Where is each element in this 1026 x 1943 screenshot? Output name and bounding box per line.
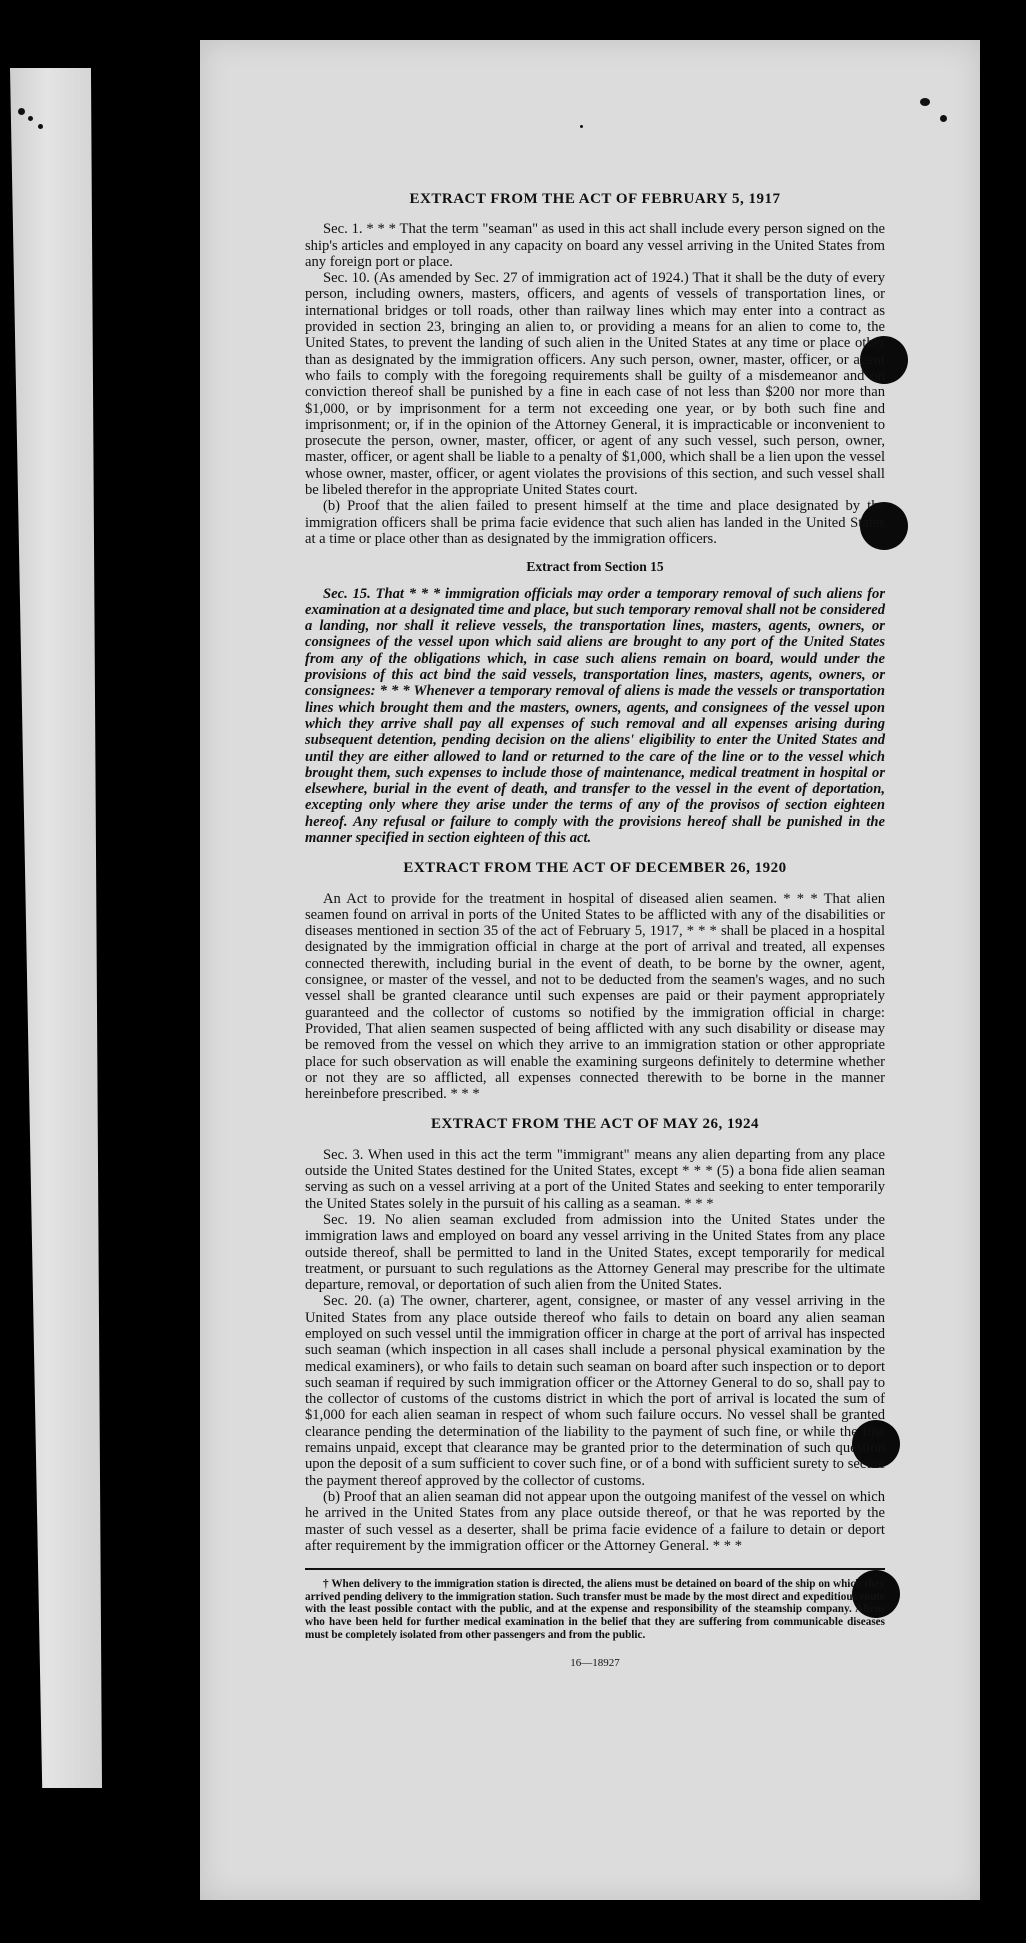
footnote: † When delivery to the immigration station is directed, the aliens must be detained on board of the ship on which they arrived pending delivery to the immigration station. Such transfer must be made by the most direct and expeditious route with the least possible contact with the public, and at the expense and responsibility of the steamship company. Aliens who have been held for further medical examination in the belief that they are suffering from communicable diseases must be completely isolated from other passengers and from the public. — [305, 1578, 885, 1641]
print-code: 16—18927 — [570, 1657, 620, 1670]
strip-mark — [28, 116, 33, 121]
strip-mark — [38, 124, 43, 129]
sec-3-paragraph: Sec. 3. When used in this act the term "immigrant" means any alien departing from any place outside the United States destined for the United States, except * * * (5) a bona fide alien seaman serving as such on a vessel arriving at a port of the United States and seeking to enter temporarily the United States solely in the pursuit of his calling as a seaman. * * * — [305, 1146, 885, 1212]
sec-1-paragraph: Sec. 1. * * * That the term "seaman" as used in this act shall include every person signed on the ship's articles and employed in any capacity on board any vessel arriving in the United States from any foreign port or place. — [305, 221, 885, 270]
act-1920-paragraph: An Act to provide for the treatment in hospital of diseased alien seamen. * * * That alien seamen found on arrival in ports of the United States to be afflicted with any of the disabilities or diseases mentioned in section 35 of the act of February 5, 1917, * * * shall be placed in a hospital designated by the immigration official in charge at the port of arrival and treated, all expenses connected therewith, including burial in the event of death, to be borne by the owner, agent, consignee, or master of the vessel, and not to be deducted from the seamen's wages, and no such vessel shall be granted clearance until such expenses are paid or their payment appropriately guaranteed and the collector of customs so notified by the immigration official in charge: Provided, That alien seamen suspected of being afflicted with any such disability or disease may be removed from the vessel on which they arrive to an immigration station or other appropriate place for such observation as will enable the examining surgeons definitely to determine whether or not they are so afflicted, all expenses connected therewith to be borne in the manner hereinbefore prescribed. * * * — [305, 890, 885, 1103]
sec-20a-paragraph: Sec. 20. (a) The owner, charterer, agent, consignee, or master of any vessel arriving in the United States from any place outside thereof who fails to detain on board any alien seaman employed on such vessel until the immigration officer in charge at the port of arrival has inspected such seaman (which inspection in all cases shall include a personal physical examination by the medical examiners), or who fails to detain such seaman on board after such inspection or to deport such seaman if required by such immigration officer or the Attorney General to do so, shall pay to the collector of customs of the customs district in which the port of arrival is located the sum of $1,000 for each alien seaman in respect of whom such failure occurs. No vessel shall be granted clearance pending the determination of the liability to the payment of such fine, or while the fine remains unpaid, except that clearance may be granted prior to the determination of such question upon the deposit of a sum sufficient to cover such fine, or of a bond with sufficient surety to secure the payment thereof approved by the collector of customs. — [305, 1293, 885, 1489]
sec-15-paragraph: Sec. 15. That * * * immigration officials may order a temporary removal of such aliens for examination at a designated time and place, but such temporary removal shall not be considered a landing, nor shall it relieve vessels, the transportation lines, masters, agents, owners, or consignees of the vessel upon which said aliens are brought to any port of the United States from any of the obligations which, in case such aliens remain on board, would under the provisions of this act bind the said vessels, transportation lines, masters, agents, owners, or consignees: * * * Whenever a temporary removal of aliens is made the vessels or transportation lines which brought them and the masters, owners, agents, and consignees of the vessel upon which they arrive shall pay all expenses of such removal and all expenses arising during subsequent detention, pending decision on the aliens' eligibility to enter the United States and until they are either allowed to land or returned to the care of the line or to the vessel which brought them, such expenses to include those of maintenance, medical treatment in hospital or elsewhere, burial in the event of death, and transfer to the vessel in the event of deportation, excepting only where they arise under the terms of any of the provisos of section eighteen hereof. Any refusal or failure to comply with the provisions hereof shall be punished in the manner specified in section eighteen of this act. — [305, 585, 885, 846]
strip-mark — [18, 108, 25, 115]
left-page-strip — [10, 68, 102, 1788]
sec-10-paragraph: Sec. 10. (As amended by Sec. 27 of immigration act of 1924.) That it shall be the duty of every person, including owners, masters, officers, and agents of vessels of transportation lines, or international bridges or toll roads, other than railway lines which may enter into a contract as provided in section 23, bringing an alien to, or providing a means for an alien to come to, the United States, to prevent the landing of such alien in the United States at any time or place other than as designated by the immigration officers. Any such person, owner, master, officer, or agent who fails to comply with the foregoing requirements shall be guilty of a misdemeanor and on conviction thereof shall be punished by a fine in each case of not less than $200 nor more than $1,000, or by imprisonment for a term not exceeding one year, or by both such fine and imprisonment; or, if in the opinion of the Attorney General, it is impracticable or inconvenient to prosecute the person, owner, master, officer, or agent of any such vessel, such person, owner, master, officer, or agent shall be liable to a penalty of $1,000, which shall be a lien upon the vessel whose owner, master, officer, or agent violates the provisions of this section, and such vessel shall be libeled therefor in the appropriate United States court. — [305, 270, 885, 499]
paper-speck — [940, 115, 947, 122]
document-page — [200, 40, 980, 1900]
sec-20b-paragraph: (b) Proof that an alien seaman did not appear upon the outgoing manifest of the vessel on which he arrived in the United States from any place outside thereof, or that he was reported by the master of such vessel as a deserter, shall be prima facie evidence of a failure to detain or deport after requirement by the immigration officer or the Attorney General. * * * — [305, 1488, 885, 1554]
heading-1920: EXTRACT FROM THE ACT OF DECEMBER 26, 1920 — [403, 860, 787, 877]
paper-speck — [580, 125, 583, 128]
paper-speck — [920, 98, 930, 106]
sec-19-paragraph: Sec. 19. No alien seaman excluded from admission into the United States under the immigration laws and employed on board any vessel arriving in the United States from any place outside thereof, shall be permitted to land in the United States, except temporarily for medical treatment, or pursuant to such regulations as the Attorney General may prescribe for the ultimate departure, removal, or deportation of such alien from the United States. — [305, 1211, 885, 1294]
heading-1917: EXTRACT FROM THE ACT OF FEBRUARY 5, 1917 — [409, 191, 781, 207]
document-body — [305, 185, 885, 1671]
sec-10b-paragraph: (b) Proof that the alien failed to present himself at the time and place designated by the immigration officers shall be prima facie evidence that such alien has landed in the United States at a time or place other than as designated by the immigration officers. — [305, 498, 885, 547]
heading-1924: EXTRACT FROM THE ACT OF MAY 26, 1924 — [430, 1116, 760, 1133]
heading-section-15: Extract from Section 15 — [526, 559, 664, 575]
footnote-rule — [305, 1568, 885, 1570]
